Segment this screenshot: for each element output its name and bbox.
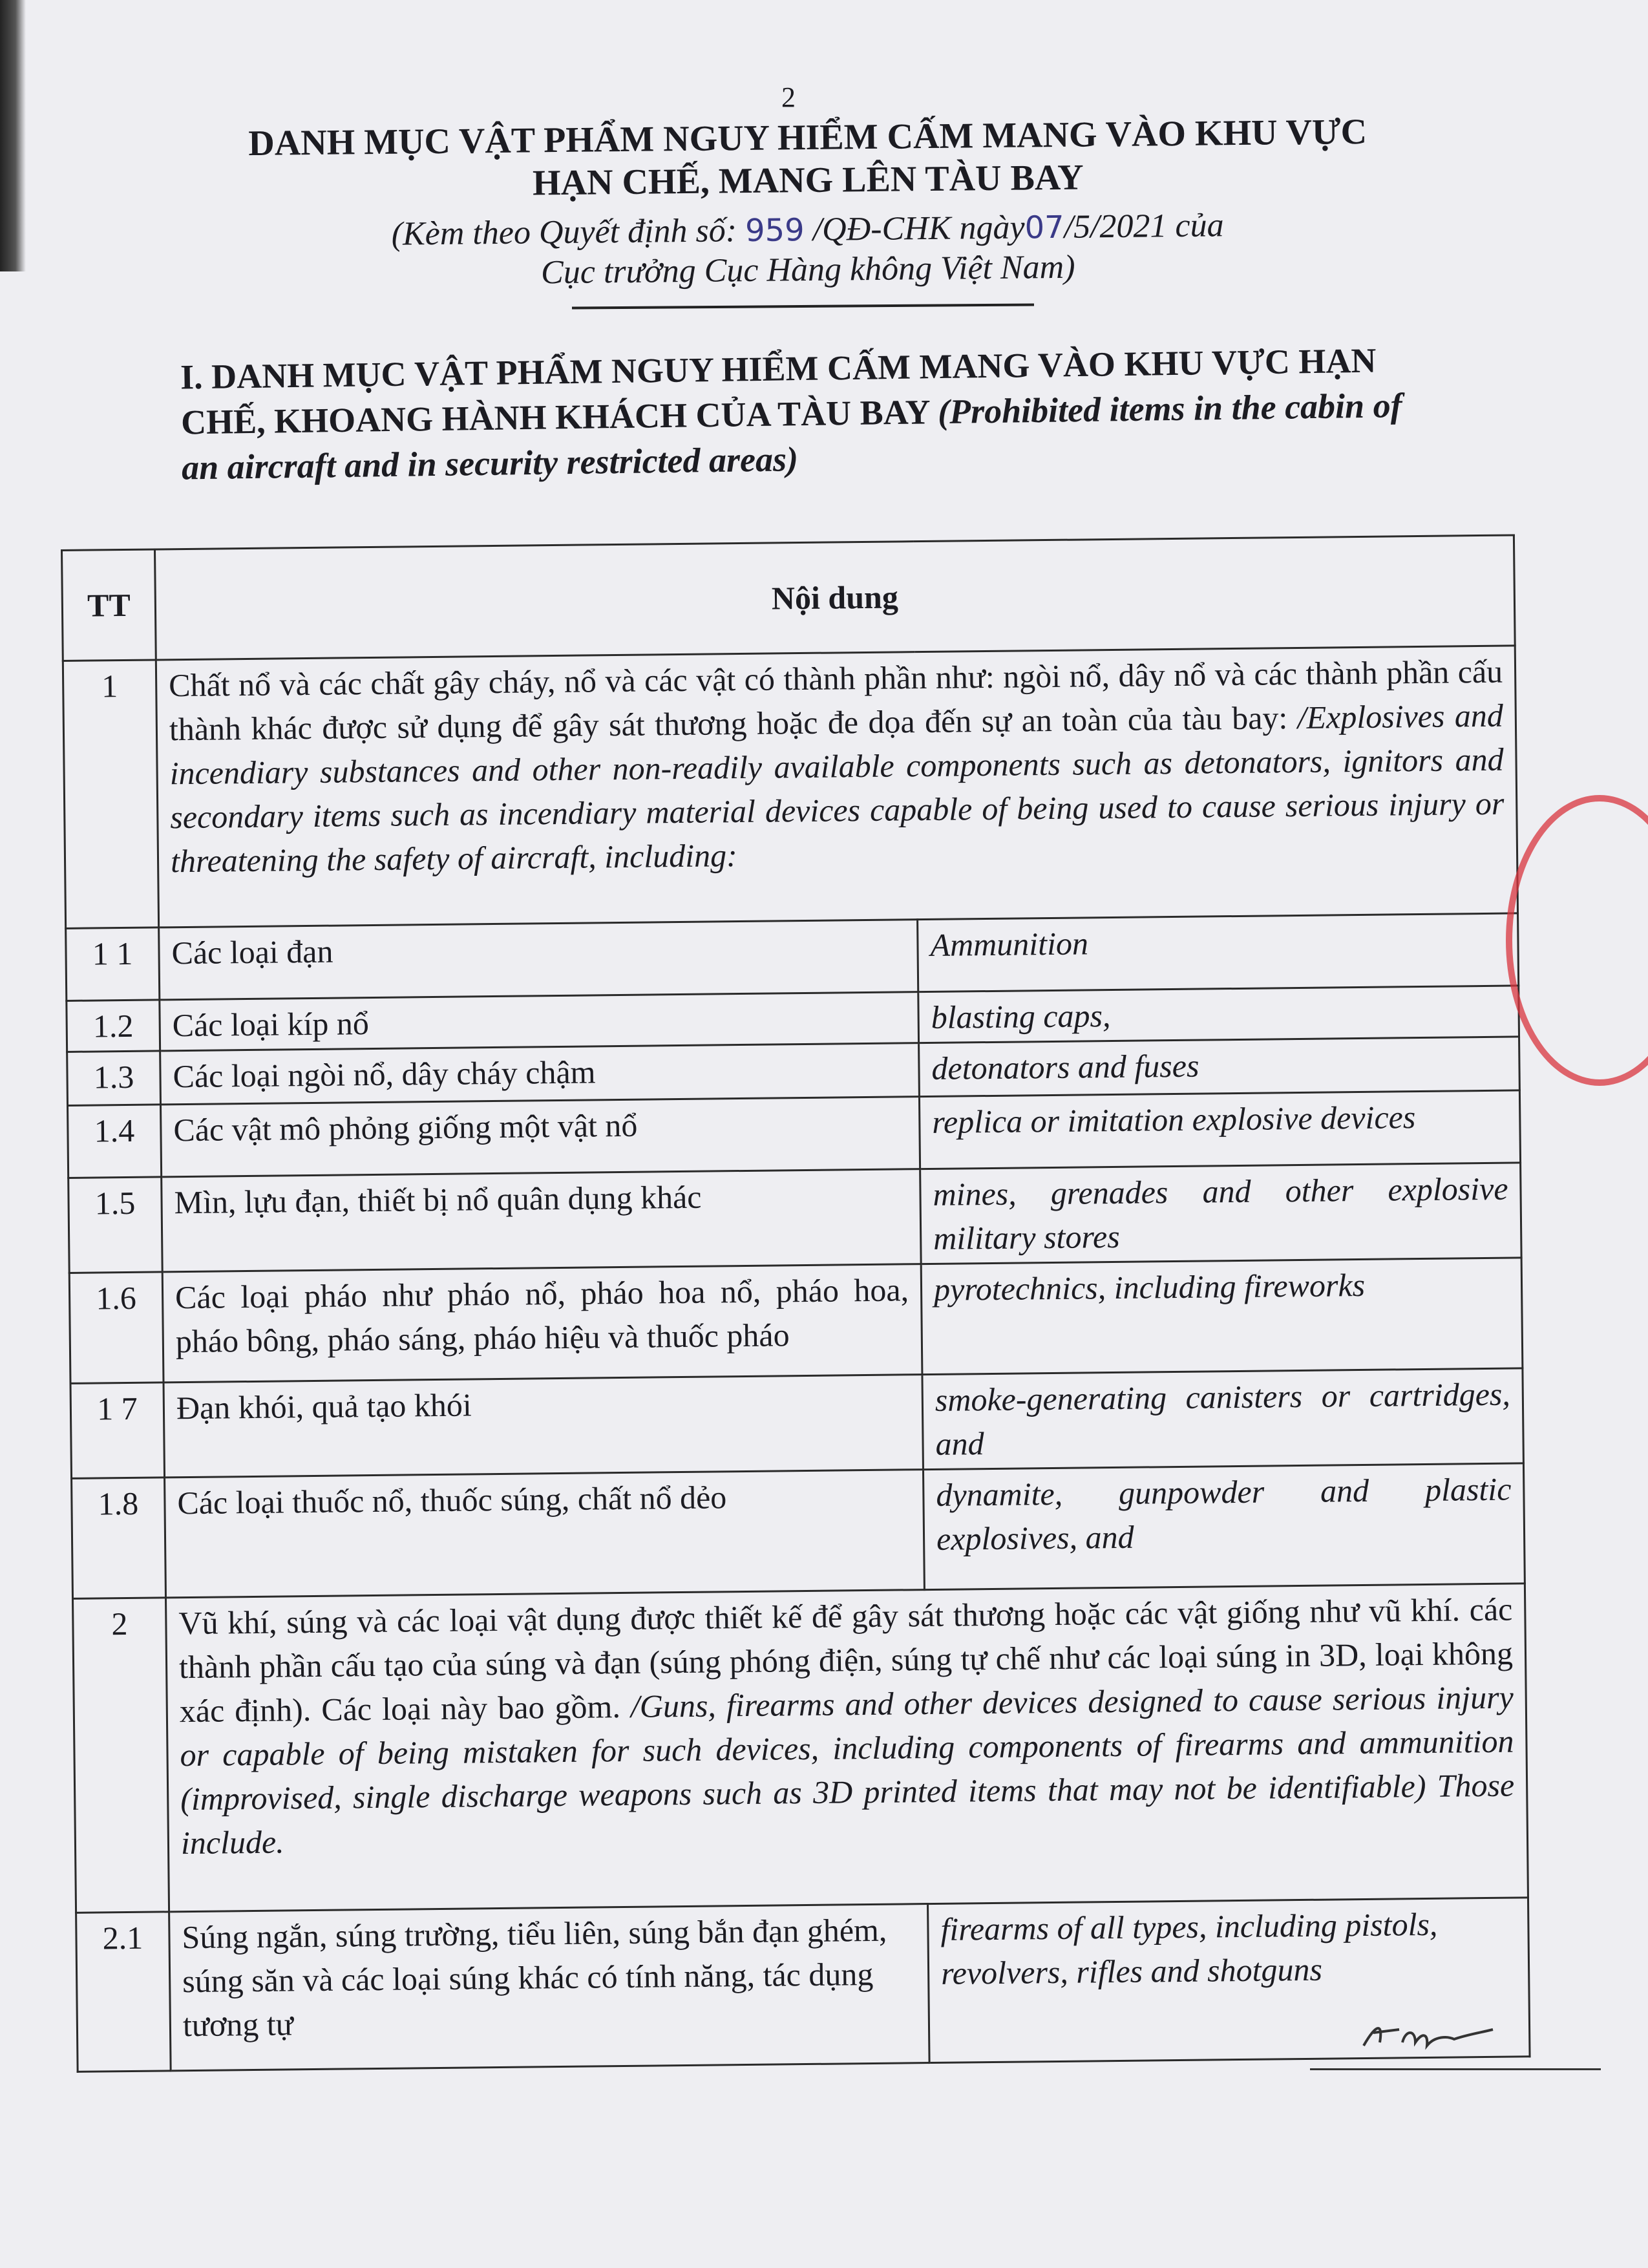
table-row-group-1 [63,646,1517,929]
row-content-vi: Vũ khí, súng và các loại vật dụng được thiết kế để gây sát thương hoặc các vật giống như vũ khí. các thành phần cấu tạo của súng và đạn (súng phóng điện, súng tự chế như các loại súng in 3D, loại không xác định). Các loại này bao gồm. [178,1591,1514,1730]
row-en: Ammunition [918,913,1519,992]
table-row [70,1368,1523,1479]
row-content-en: /Guns, firearms and other devices designed to cause serious injury or capable of being mistaken for such devices, including components of firearms and ammunition (improvised, single discharge weapons such as 3D printed items that may not be identifiable) Those include. [180,1679,1515,1861]
row-number: 1.4 [68,1105,162,1178]
row-number: 1.6 [69,1272,164,1383]
row-number: 1.5 [69,1177,163,1273]
handwritten-day: 07 [1024,209,1064,246]
row-content [156,646,1517,927]
row-number: 1.3 [67,1051,161,1106]
section-heading-en: (Prohibited items in the cabin of an aircraft and in security restricted areas) [181,386,1402,487]
title-line-1: DANH MỤC VẬT PHẨM NGUY HIỂM CẤM MANG VÀO KHU VỰC [248,111,1368,164]
subtitle-suffix: /5/2021 của [1064,207,1224,246]
title-divider [572,304,1034,310]
row-number: 1.2 [67,1000,160,1052]
subtitle-middle: /QĐ-CHK ngày [812,209,1025,248]
row-number: 1 7 [70,1383,165,1479]
row-content-en: /Explosives and incendiary substances and other non-readily available components such as detonators, ignitors and secondary items such as incendiary material devices capable of being used to cause serious injury or threatening the safety of aircraft, including: [169,697,1505,880]
header-content: Nội dung [155,535,1516,660]
row-vi: Các loại ngòi nổ, dây cháy chậm [160,1043,920,1105]
prohibited-items-table [61,534,1531,2072]
signature-line [1310,2068,1601,2070]
table-row [72,1463,1525,1599]
row-vi: Mìn, lựu đạn, thiết bị nổ quân dụng khác [162,1169,921,1272]
row-content [165,1584,1528,1912]
row-en: replica or imitation explosive devices [919,1090,1520,1169]
row-content-vi: Chất nổ và các chất gây cháy, nổ và các vật có thành phần như: ngòi nổ, dây nổ và các thành phần cấu thành khác được sử dụng để gây sát thương hoặc đe dọa đến sự an toàn của tàu bay: [168,653,1503,748]
section-heading [180,337,1430,491]
document-subtitle [161,204,1454,297]
table-row [69,1258,1523,1384]
row-number: 1 1 [66,927,160,1001]
row-en: mines, grenades and other explosive military stores [920,1163,1521,1264]
row-vi: Súng ngắn, súng trường, tiểu liên, súng bắn đạn ghém, súng săn và các loại súng khác có tính năng, tác dụng tương tự [169,1904,930,2071]
section-heading-vi: I. DANH MỤC VẬT PHẨM NGUY HIỂM CẤM MANG VÀO KHU VỰC HẠN CHẾ, KHOANG HÀNH KHÁCH CỦA TÀU BAY [180,341,1377,442]
scan-edge [0,0,26,271]
table-row-group-2 [73,1584,1528,1913]
subtitle-line-2: Cục trưởng Cục Hàng không Việt Nam) [540,248,1075,291]
document-title [161,110,1454,209]
row-en: pyrotechnics, including fireworks [921,1258,1523,1375]
table-row [69,1163,1521,1273]
row-number: 1 [63,660,158,928]
handwritten-signature [1351,2017,1499,2055]
row-number: 2 [73,1598,169,1913]
row-vi: Các loại kíp nổ [160,992,919,1051]
row-en: detonators and fuses [919,1037,1520,1097]
row-en: dynamite, gunpowder and plastic explosives, and [923,1463,1525,1590]
red-official-seal [1506,795,1648,1086]
row-vi: Các loại đạn [159,920,918,1000]
row-vi: Đạn khói, quả tạo khói [164,1375,923,1478]
row-vi: Các loại pháo như pháo nổ, pháo hoa nổ, pháo hoa, pháo bông, pháo sáng, pháo hiệu và thuốc pháo [162,1264,922,1383]
row-en: smoke-generating canisters or cartridges, and [922,1368,1523,1470]
handwritten-decision-number: 959 [745,212,805,249]
title-line-2: HẠN CHẾ, MANG LÊN TÀU BAY [532,157,1084,204]
table-row [76,1898,1530,2072]
row-vi: Các loại thuốc nổ, thuốc súng, chất nổ dẻo [165,1470,925,1598]
row-number: 1.8 [72,1478,166,1598]
row-en: firearms of all types, including pistols, revolvers, rifles and shotguns [928,1898,1530,2063]
page-number: 2 [781,81,796,113]
row-en: blasting caps, [918,986,1519,1043]
row-number: 2.1 [76,1912,171,2072]
header-tt: TT [62,549,156,661]
row-vi: Các vật mô phỏng giống một vật nổ [161,1097,920,1177]
table-header-row [62,535,1516,661]
subtitle-prefix: (Kèm theo Quyết định số: [391,212,737,253]
